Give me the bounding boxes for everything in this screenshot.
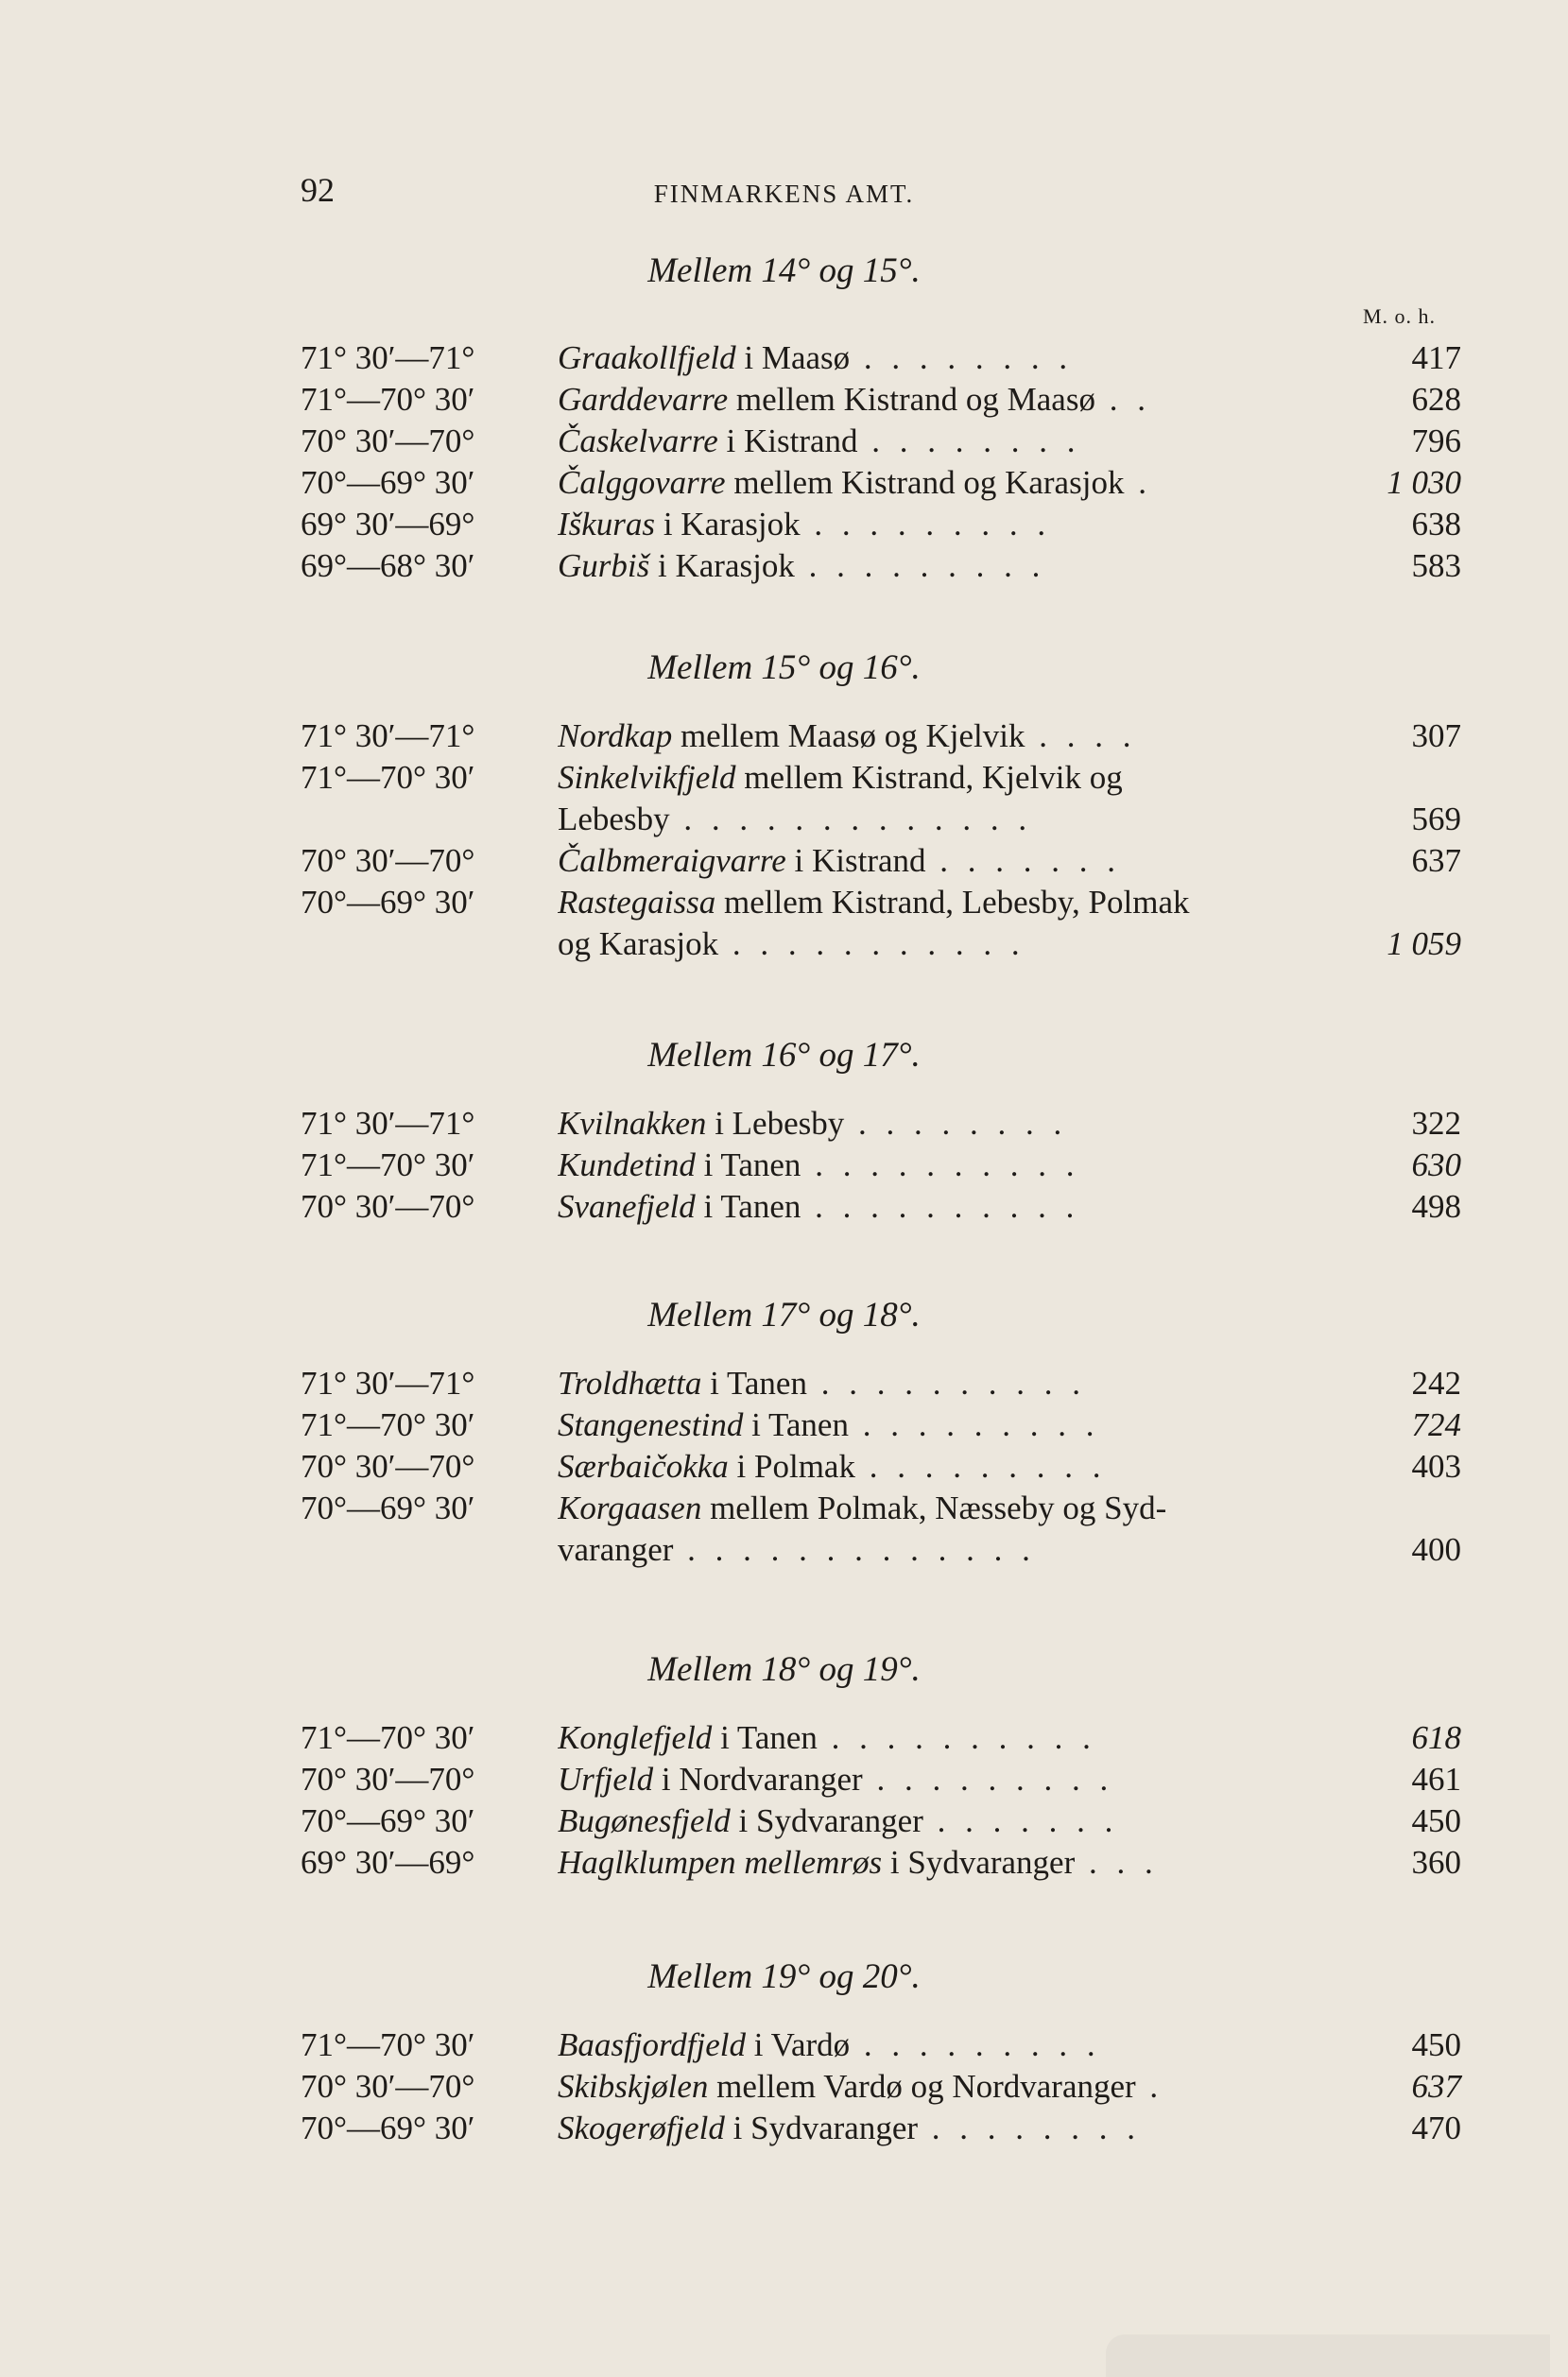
leader-dots: . . . . . . . . <box>850 339 1074 376</box>
mountain-name-italic: Særbaičokka <box>558 1448 729 1485</box>
leader-dots: . . . . . . . . . <box>848 1406 1100 1443</box>
mountain-name-italic: Garddevarre <box>558 381 729 418</box>
coordinate-range: 71° 30′—71° <box>301 717 475 754</box>
mountain-name <box>558 1404 1465 1446</box>
location-text: mellem Kistrand, Kjelvik og <box>735 759 1123 796</box>
mountain-name <box>558 882 1465 923</box>
section-title: Mellem 17° og 18°. <box>647 1296 921 1335</box>
table-row <box>0 337 1568 379</box>
location-text: i Sydvaranger <box>730 1802 923 1839</box>
coordinate-range: 69° 30′—69° <box>301 1844 475 1881</box>
leader-dots: . . . . . . . . . . <box>817 1719 1096 1756</box>
leader-dots: . . . . . . . . . . <box>806 1365 1086 1402</box>
mountain-name <box>558 337 1465 379</box>
mountain-name-italic: Skogerøfjeld <box>558 2110 725 2146</box>
mountain-name <box>558 1103 1465 1145</box>
location-text: i Kistrand <box>785 842 926 879</box>
mountain-name <box>558 757 1465 799</box>
location-text: mellem Vardø og Nordvaranger <box>708 2068 1136 2105</box>
leader-dots: . . . . . . . . . <box>794 547 1046 584</box>
table-row <box>0 1145 1568 1186</box>
coordinate-range: 71°—70° 30′ <box>301 1719 475 1756</box>
location-text: mellem Kistrand, Lebesby, Polmak <box>715 884 1190 921</box>
height-value: 450 <box>1411 2026 1461 2063</box>
location-text: i Lebesby <box>706 1105 845 1142</box>
table-row <box>0 882 1568 923</box>
mountain-name <box>558 2108 1465 2149</box>
location-text: mellem Maasø og Kjelvik <box>672 717 1025 754</box>
coordinate-range: 71°—70° 30′ <box>301 1406 475 1443</box>
mountain-name-italic: Nordkap <box>558 717 673 754</box>
height-value: 618 <box>1411 1719 1461 1756</box>
height-value: 417 <box>1411 339 1461 376</box>
mountain-name <box>558 504 1465 545</box>
leader-dots: . . . . . . . <box>922 1802 1119 1839</box>
mountain-name-italic: Stangenestind <box>558 1406 744 1443</box>
table-row <box>0 1363 1568 1404</box>
location-text: i Sydvaranger <box>724 2110 919 2146</box>
coordinate-range: 70° 30′—70° <box>301 1448 475 1485</box>
mountain-name <box>558 923 1465 965</box>
coordinate-range: 70°—69° 30′ <box>301 464 475 501</box>
leader-dots: . . . . . . . . . . . . . <box>669 801 1033 837</box>
leader-dots: . <box>1135 2068 1164 2105</box>
table-row <box>0 2066 1568 2108</box>
leader-dots: . . . . . . . . . . <box>801 1188 1080 1225</box>
leader-dots: . . . . . . . . <box>857 422 1081 459</box>
coordinate-range: 71°—70° 30′ <box>301 1146 475 1183</box>
mountain-name-italic: Kvilnakken <box>558 1105 707 1142</box>
height-value: 583 <box>1411 547 1461 584</box>
mountain-name-italic: Troldhætta <box>558 1365 702 1402</box>
location-text: i Sydvaranger <box>882 1844 1076 1881</box>
coordinate-range: 71° 30′—71° <box>301 339 475 376</box>
height-value: 403 <box>1411 1448 1461 1485</box>
leader-dots: . . . . . . . . . <box>854 1448 1107 1485</box>
mountain-name <box>558 379 1465 421</box>
leader-dots: . <box>1124 464 1152 501</box>
table-row <box>0 421 1568 462</box>
location-text: i Kistrand <box>717 422 858 459</box>
mountain-name <box>558 1759 1465 1800</box>
height-value: 400 <box>1411 1531 1461 1568</box>
running-head: FINMARKENS AMT. <box>653 180 915 208</box>
leader-dots: . . . . . . . . . <box>800 506 1052 543</box>
leader-dots: . . . . <box>1025 717 1137 754</box>
height-value: 569 <box>1411 801 1461 837</box>
height-value: 242 <box>1411 1365 1461 1402</box>
location-text: i Tanen <box>701 1365 807 1402</box>
mountain-name-italic: Graakollfjeld <box>558 339 736 376</box>
height-value: 307 <box>1411 717 1461 754</box>
height-value: 1 030 <box>1387 464 1461 501</box>
location-text: Lebesby <box>558 801 670 837</box>
height-value: 796 <box>1411 422 1461 459</box>
paper-smudge <box>1106 2334 1550 2377</box>
coordinate-range: 71°—70° 30′ <box>301 759 475 796</box>
location-text: i Tanen <box>743 1406 849 1443</box>
height-value: 450 <box>1411 1802 1461 1839</box>
height-value: 637 <box>1411 2068 1461 2105</box>
height-value: 628 <box>1411 381 1461 418</box>
location-text: i Tanen <box>695 1146 801 1183</box>
mountain-name-italic: Časkelvarre <box>558 422 718 459</box>
table-row <box>0 1404 1568 1446</box>
mountain-name-italic: Sinkelvikfjeld <box>558 759 736 796</box>
location-text: i Tanen <box>695 1188 801 1225</box>
mountain-name-italic: Baasfjordfjeld <box>558 2026 746 2063</box>
leader-dots: . . . . . . . . . <box>862 1761 1114 1798</box>
coordinate-range: 70°—69° 30′ <box>301 1490 475 1526</box>
coordinate-range: 71° 30′—71° <box>301 1105 475 1142</box>
mountain-name-italic: Kundetind <box>558 1146 696 1183</box>
mountain-name-italic: Skibskjølen <box>558 2068 709 2105</box>
mountain-name <box>558 840 1465 882</box>
mountain-name <box>558 1529 1465 1571</box>
mountain-name <box>558 715 1465 757</box>
mountain-name <box>558 1842 1465 1884</box>
mountain-name <box>558 1800 1465 1842</box>
table-row <box>0 1186 1568 1228</box>
location-text: i Tanen <box>712 1719 818 1756</box>
table-row <box>0 1759 1568 1800</box>
leader-dots: . . . . . . . . . <box>850 2026 1101 2063</box>
coordinate-range: 69°—68° 30′ <box>301 547 475 584</box>
height-value: 1 059 <box>1387 925 1461 962</box>
table-row <box>0 923 1568 965</box>
section-title: Mellem 15° og 16°. <box>647 648 921 687</box>
mountain-name <box>558 2066 1465 2108</box>
location-text: i Polmak <box>728 1448 855 1485</box>
coordinate-range: 70°—69° 30′ <box>301 884 475 921</box>
height-value: 637 <box>1411 842 1461 879</box>
mountain-name-italic: Urfjeld <box>558 1761 654 1798</box>
table-row <box>0 504 1568 545</box>
leader-dots: . . . . . . . . . . . <box>718 925 1025 962</box>
location-text: i Vardø <box>745 2026 851 2063</box>
mountain-name <box>558 462 1465 504</box>
table-section <box>0 250 1568 587</box>
page-number: 92 <box>301 171 335 209</box>
mountain-name-italic: Čalbmeraigvarre <box>558 842 786 879</box>
coordinate-range: 70° 30′—70° <box>301 1761 475 1798</box>
mountain-name-italic: Korgaasen <box>558 1490 702 1526</box>
coordinate-range: 69° 30′—69° <box>301 506 475 543</box>
location-text: og Karasjok <box>558 925 719 962</box>
leader-dots: . . . . . . . . <box>844 1105 1068 1142</box>
location-text: i Karasjok <box>655 506 801 543</box>
leader-dots: . . . . . . . <box>925 842 1122 879</box>
mountain-name <box>558 1446 1465 1488</box>
table-row <box>0 2024 1568 2066</box>
location-text: mellem Kistrand og Maasø <box>728 381 1095 418</box>
mountain-name <box>558 1145 1465 1186</box>
mountain-name-italic: Svanefjeld <box>558 1188 696 1225</box>
table-row <box>0 1103 1568 1145</box>
mountain-name-italic: Čalggovarre <box>558 464 726 501</box>
location-text: i Nordvaranger <box>653 1761 863 1798</box>
leader-dots: . . . <box>1075 1844 1159 1881</box>
coordinate-range: 70°—69° 30′ <box>301 2110 475 2146</box>
table-row <box>0 1446 1568 1488</box>
table-row <box>0 840 1568 882</box>
mountain-name <box>558 1186 1465 1228</box>
table-row <box>0 1717 1568 1759</box>
table-row <box>0 1488 1568 1529</box>
location-text: mellem Polmak, Næsseby og Syd- <box>701 1490 1167 1526</box>
mountain-name-italic: Konglefjeld <box>558 1719 713 1756</box>
section-title: Mellem 18° og 19°. <box>647 1650 921 1689</box>
coordinate-range: 70°—69° 30′ <box>301 1802 475 1839</box>
height-value: 638 <box>1411 506 1461 543</box>
height-column-label: M. o. h. <box>1363 304 1437 328</box>
coordinate-range: 70° 30′—70° <box>301 1188 475 1225</box>
table-row <box>0 715 1568 757</box>
mountain-name <box>558 1488 1465 1529</box>
table-row <box>0 379 1568 421</box>
height-value: 630 <box>1411 1146 1461 1183</box>
coordinate-range: 70° 30′—70° <box>301 842 475 879</box>
leader-dots: . . . . . . . . . . . . . <box>673 1531 1036 1568</box>
coordinate-range: 71°—70° 30′ <box>301 2026 475 2063</box>
table-section <box>0 1035 1568 1228</box>
table-row <box>0 1529 1568 1571</box>
height-value: 724 <box>1411 1406 1461 1443</box>
height-value: 360 <box>1411 1844 1461 1881</box>
height-value: 322 <box>1411 1105 1461 1142</box>
coordinate-range: 71° 30′—71° <box>301 1365 475 1402</box>
table-section <box>0 1649 1568 1884</box>
table-row <box>0 462 1568 504</box>
coordinate-range: 71°—70° 30′ <box>301 381 475 418</box>
mountain-name <box>558 1717 1465 1759</box>
section-title: Mellem 16° og 17°. <box>647 1036 921 1075</box>
height-value: 470 <box>1411 2110 1461 2146</box>
location-text: i Maasø <box>735 339 851 376</box>
table-row <box>0 757 1568 799</box>
coordinate-range: 70° 30′—70° <box>301 422 475 459</box>
mountain-name-italic: Haglklumpen mellemrøs <box>558 1844 883 1881</box>
height-value: 461 <box>1411 1761 1461 1798</box>
mountain-name-italic: Gurbiš <box>558 547 650 584</box>
table-row <box>0 545 1568 587</box>
section-title: Mellem 14° og 15°. <box>647 251 921 290</box>
location-text: i Karasjok <box>649 547 795 584</box>
table-section <box>0 1295 1568 1571</box>
table-row <box>0 799 1568 840</box>
mountain-name-italic: Bugønesfjeld <box>558 1802 731 1839</box>
mountain-name-italic: Rastegaissa <box>558 884 716 921</box>
mountain-name <box>558 2024 1465 2066</box>
leader-dots: . . . . . . . . <box>918 2110 1142 2146</box>
mountain-name <box>558 1363 1465 1404</box>
coordinate-range: 70° 30′—70° <box>301 2068 475 2105</box>
table-section <box>0 1956 1568 2149</box>
table-row <box>0 2108 1568 2149</box>
mountain-name <box>558 799 1465 840</box>
section-title: Mellem 19° og 20°. <box>647 1957 921 1996</box>
mountain-name-italic: Iškuras <box>558 506 656 543</box>
table-row <box>0 1800 1568 1842</box>
mountain-name <box>558 421 1465 462</box>
leader-dots: . . <box>1094 381 1151 418</box>
height-value: 498 <box>1411 1188 1461 1225</box>
table-row <box>0 1842 1568 1884</box>
leader-dots: . . . . . . . . . . <box>801 1146 1080 1183</box>
mountain-name <box>558 545 1465 587</box>
location-text: mellem Kistrand og Karasjok <box>725 464 1125 501</box>
location-text: varanger <box>558 1531 674 1568</box>
table-section <box>0 647 1568 965</box>
